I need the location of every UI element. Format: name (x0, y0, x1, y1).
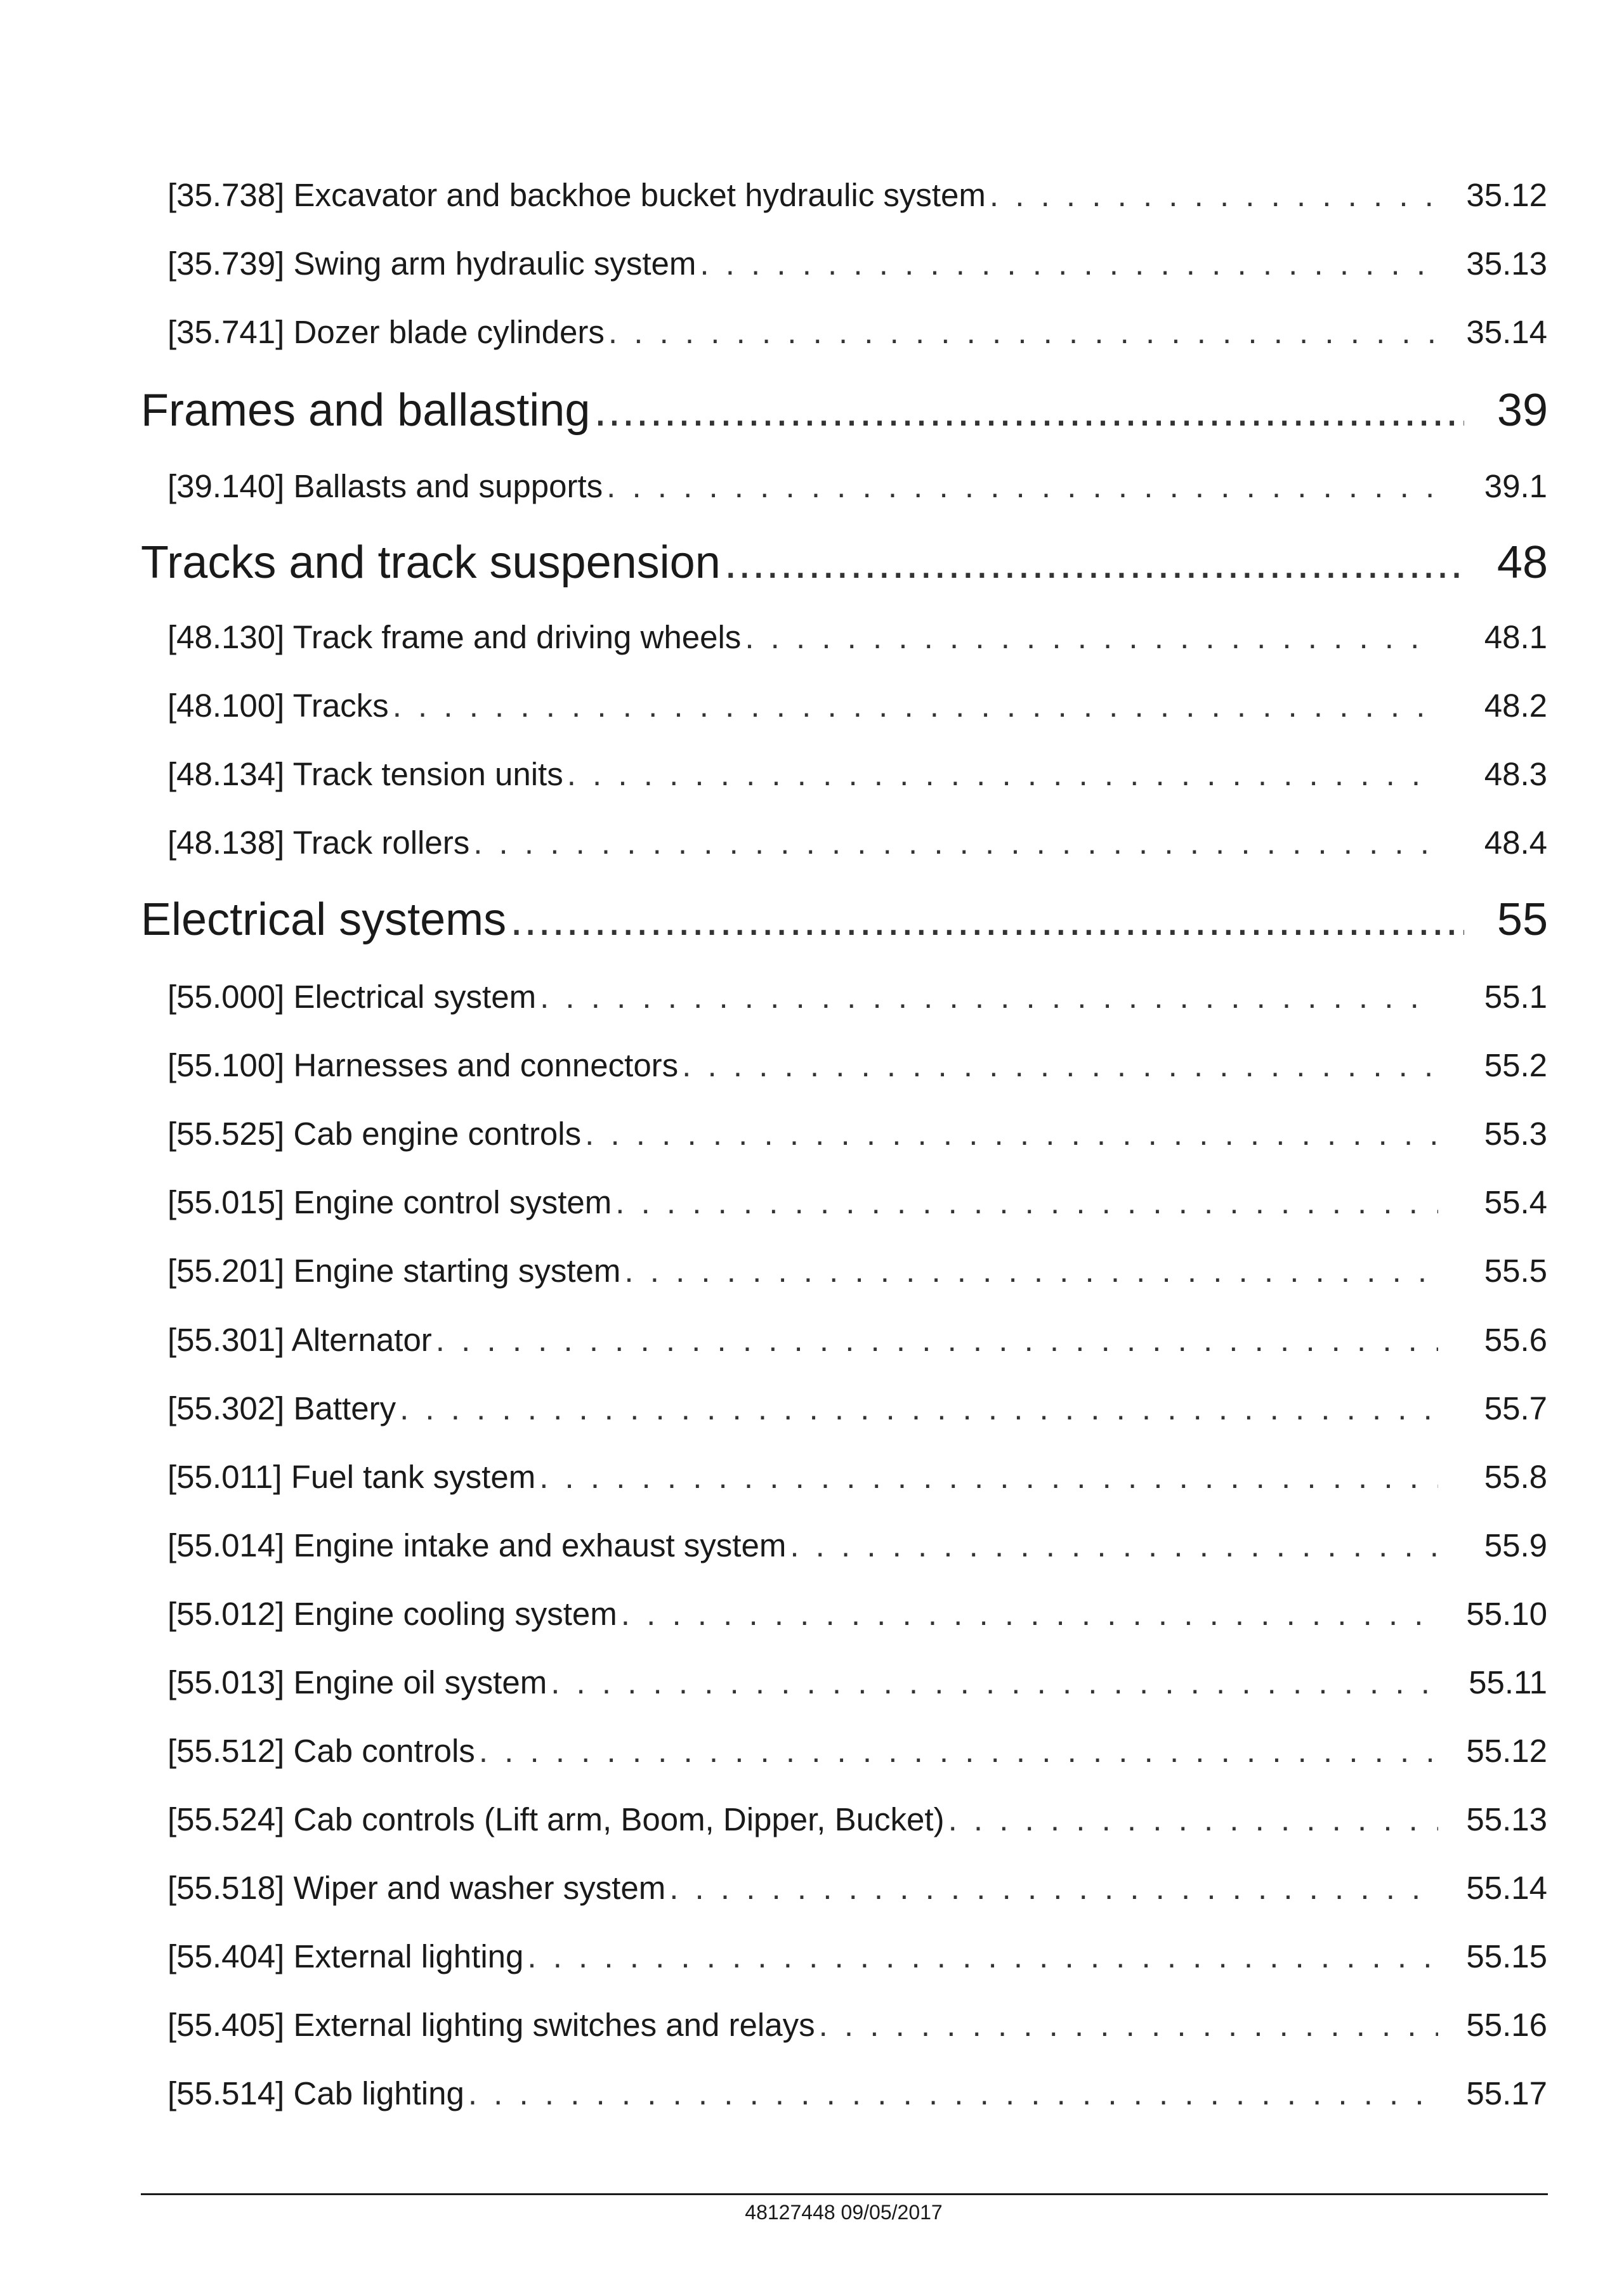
dot-leader (539, 1458, 1438, 1496)
dot-leader (621, 1595, 1438, 1633)
footer-rule (141, 2193, 1548, 2195)
dot-leader (700, 245, 1438, 282)
toc-page-number: 39 (1496, 385, 1548, 436)
toc-entry-row[interactable] (167, 755, 1547, 800)
toc-page-number: 55.7 (1484, 1390, 1547, 1426)
toc-entry-title: [39.140] Ballasts and supports (167, 468, 603, 504)
toc-section-row[interactable] (141, 894, 1548, 955)
toc-entry-title: [55.524] Cab controls (Lift arm, Boom, Dipper, Bucket) (167, 1801, 945, 1837)
toc-entry-title: [55.512] Cab controls (167, 1733, 475, 1769)
toc-entry-title: [48.130] Track frame and driving wheels (167, 619, 742, 655)
toc-entry-row[interactable] (167, 2075, 1547, 2119)
toc-page-number: 55.9 (1484, 1527, 1547, 1563)
toc-entry-title: [55.518] Wiper and washer system (167, 1870, 666, 1906)
toc-page-number: 55.5 (1484, 1253, 1547, 1289)
toc-entry-title: [55.525] Cab engine controls (167, 1116, 582, 1152)
toc-entry-title: [55.015] Engine control system (167, 1184, 612, 1220)
toc-page-number: 55.2 (1484, 1047, 1547, 1083)
toc-page-number: 55.11 (1469, 1664, 1547, 1700)
dot-leader (551, 1664, 1438, 1701)
toc-section-row[interactable] (141, 537, 1548, 597)
toc-page-number: 48 (1496, 537, 1548, 588)
dot-leader (585, 1115, 1438, 1152)
toc-section-title: Tracks and track suspension (141, 537, 721, 588)
dot-leader (608, 313, 1438, 351)
toc-entry-row[interactable] (167, 687, 1547, 731)
toc-page-number: 55.13 (1466, 1801, 1547, 1837)
dot-leader (540, 978, 1438, 1015)
toc-entry-row[interactable] (167, 1184, 1547, 1228)
toc-entry-title: [55.014] Engine intake and exhaust system (167, 1527, 787, 1563)
toc-entry-row[interactable] (167, 1115, 1547, 1159)
dot-leader (615, 1184, 1438, 1221)
dot-leader (948, 1801, 1438, 1838)
toc-entry-title: [55.013] Engine oil system (167, 1664, 547, 1700)
toc-page-number: 55.17 (1466, 2075, 1547, 2111)
toc-entry-title: [35.738] Excavator and backhoe bucket hydraulic system (167, 177, 986, 213)
toc-page-number: 55.1 (1484, 979, 1547, 1015)
toc-page-number: 55.8 (1484, 1459, 1547, 1495)
toc-page-number: 55.12 (1466, 1733, 1547, 1769)
toc-entry-title: [48.100] Tracks (167, 688, 389, 724)
toc-entry-row[interactable] (167, 1869, 1547, 1914)
dot-leader (724, 537, 1464, 589)
toc-section-row[interactable] (141, 384, 1548, 445)
dot-leader (745, 618, 1438, 656)
toc-entry-title: [55.302] Battery (167, 1390, 396, 1426)
toc-entry-title: [55.000] Electrical system (167, 979, 537, 1015)
toc-entry-row[interactable] (167, 2006, 1547, 2051)
toc-entry-title: [35.739] Swing arm hydraulic system (167, 245, 697, 282)
toc-entry-row[interactable] (167, 1047, 1547, 1091)
toc-section-title: Electrical systems (141, 894, 507, 945)
toc-entry-title: [55.011] Fuel tank system (167, 1459, 536, 1495)
toc-page-number: 55.15 (1466, 1938, 1547, 1974)
toc-page-number: 35.13 (1466, 245, 1547, 282)
footer-document-number: 48127448 09/05/2017 (745, 2201, 943, 2224)
toc-page-number: 35.14 (1466, 314, 1547, 350)
dot-leader (400, 1390, 1438, 1427)
toc-page-number: 55.3 (1484, 1116, 1547, 1152)
toc-entry-row[interactable] (167, 1732, 1547, 1777)
toc-entry-row[interactable] (167, 1458, 1547, 1503)
dot-leader (624, 1252, 1438, 1289)
toc-page-number: 55.16 (1466, 2007, 1547, 2043)
toc-entry-title: [55.301] Alternator (167, 1322, 432, 1358)
toc-entry-row[interactable] (167, 1390, 1547, 1434)
toc-entry-title: [55.201] Engine starting system (167, 1253, 621, 1289)
toc-entry-row[interactable] (167, 618, 1547, 663)
dot-leader (606, 467, 1438, 505)
dot-leader (479, 1732, 1438, 1770)
dot-leader (468, 2075, 1438, 2112)
toc-entry-title: [48.138] Track rollers (167, 825, 470, 861)
toc-page-number: 39.1 (1484, 468, 1547, 504)
dot-leader (819, 2006, 1438, 2044)
dot-leader (669, 1869, 1438, 1907)
toc-entry-title: [55.404] External lighting (167, 1938, 524, 1974)
dot-leader (682, 1047, 1438, 1084)
toc-entry-row[interactable] (167, 1595, 1547, 1640)
toc-entry-row[interactable] (167, 1527, 1547, 1571)
toc-entry-title: [55.100] Harnesses and connectors (167, 1047, 679, 1083)
toc-entry-title: [48.134] Track tension units (167, 756, 563, 792)
dot-leader (527, 1938, 1438, 1975)
toc-entry-row[interactable] (167, 1321, 1547, 1366)
toc-page-number: 35.12 (1466, 177, 1547, 213)
dot-leader (510, 894, 1464, 946)
toc-page-number: 55.6 (1484, 1322, 1547, 1358)
toc-entry-row[interactable] (167, 1664, 1547, 1708)
toc-entry-row[interactable] (167, 245, 1547, 289)
toc-page-number: 55.4 (1484, 1184, 1547, 1220)
toc-entry-title: [55.514] Cab lighting (167, 2075, 464, 2111)
toc-entry-title: [55.012] Engine cooling system (167, 1596, 617, 1632)
dot-leader (594, 384, 1464, 436)
dot-leader (393, 687, 1438, 724)
toc-page-number: 48.2 (1484, 688, 1547, 724)
toc-entry-row[interactable] (167, 1938, 1547, 1982)
toc-entry-row[interactable] (167, 824, 1547, 868)
toc-page-number: 48.3 (1484, 756, 1547, 792)
toc-page-number: 55.14 (1466, 1870, 1547, 1906)
toc-entry-row[interactable] (167, 1252, 1547, 1296)
toc-section-title: Frames and ballasting (141, 385, 591, 436)
toc-entry-row[interactable] (167, 467, 1547, 512)
toc-entry-row[interactable] (167, 978, 1547, 1022)
dot-leader (473, 824, 1438, 861)
dot-leader (990, 176, 1438, 214)
toc-entry-row[interactable] (167, 176, 1547, 221)
toc-entry-title: [55.405] External lighting switches and relays (167, 2007, 815, 2043)
dot-leader (790, 1527, 1438, 1564)
dot-leader (436, 1321, 1438, 1359)
toc-page-number: 55 (1496, 894, 1548, 945)
dot-leader (567, 755, 1438, 793)
toc-page-number: 48.1 (1484, 619, 1547, 655)
toc-page-number: 48.4 (1484, 825, 1547, 861)
toc-page-number: 55.10 (1466, 1596, 1547, 1632)
toc-entry-row[interactable] (167, 1801, 1547, 1845)
toc-entry-title: [35.741] Dozer blade cylinders (167, 314, 605, 350)
toc-entry-row[interactable] (167, 313, 1547, 358)
